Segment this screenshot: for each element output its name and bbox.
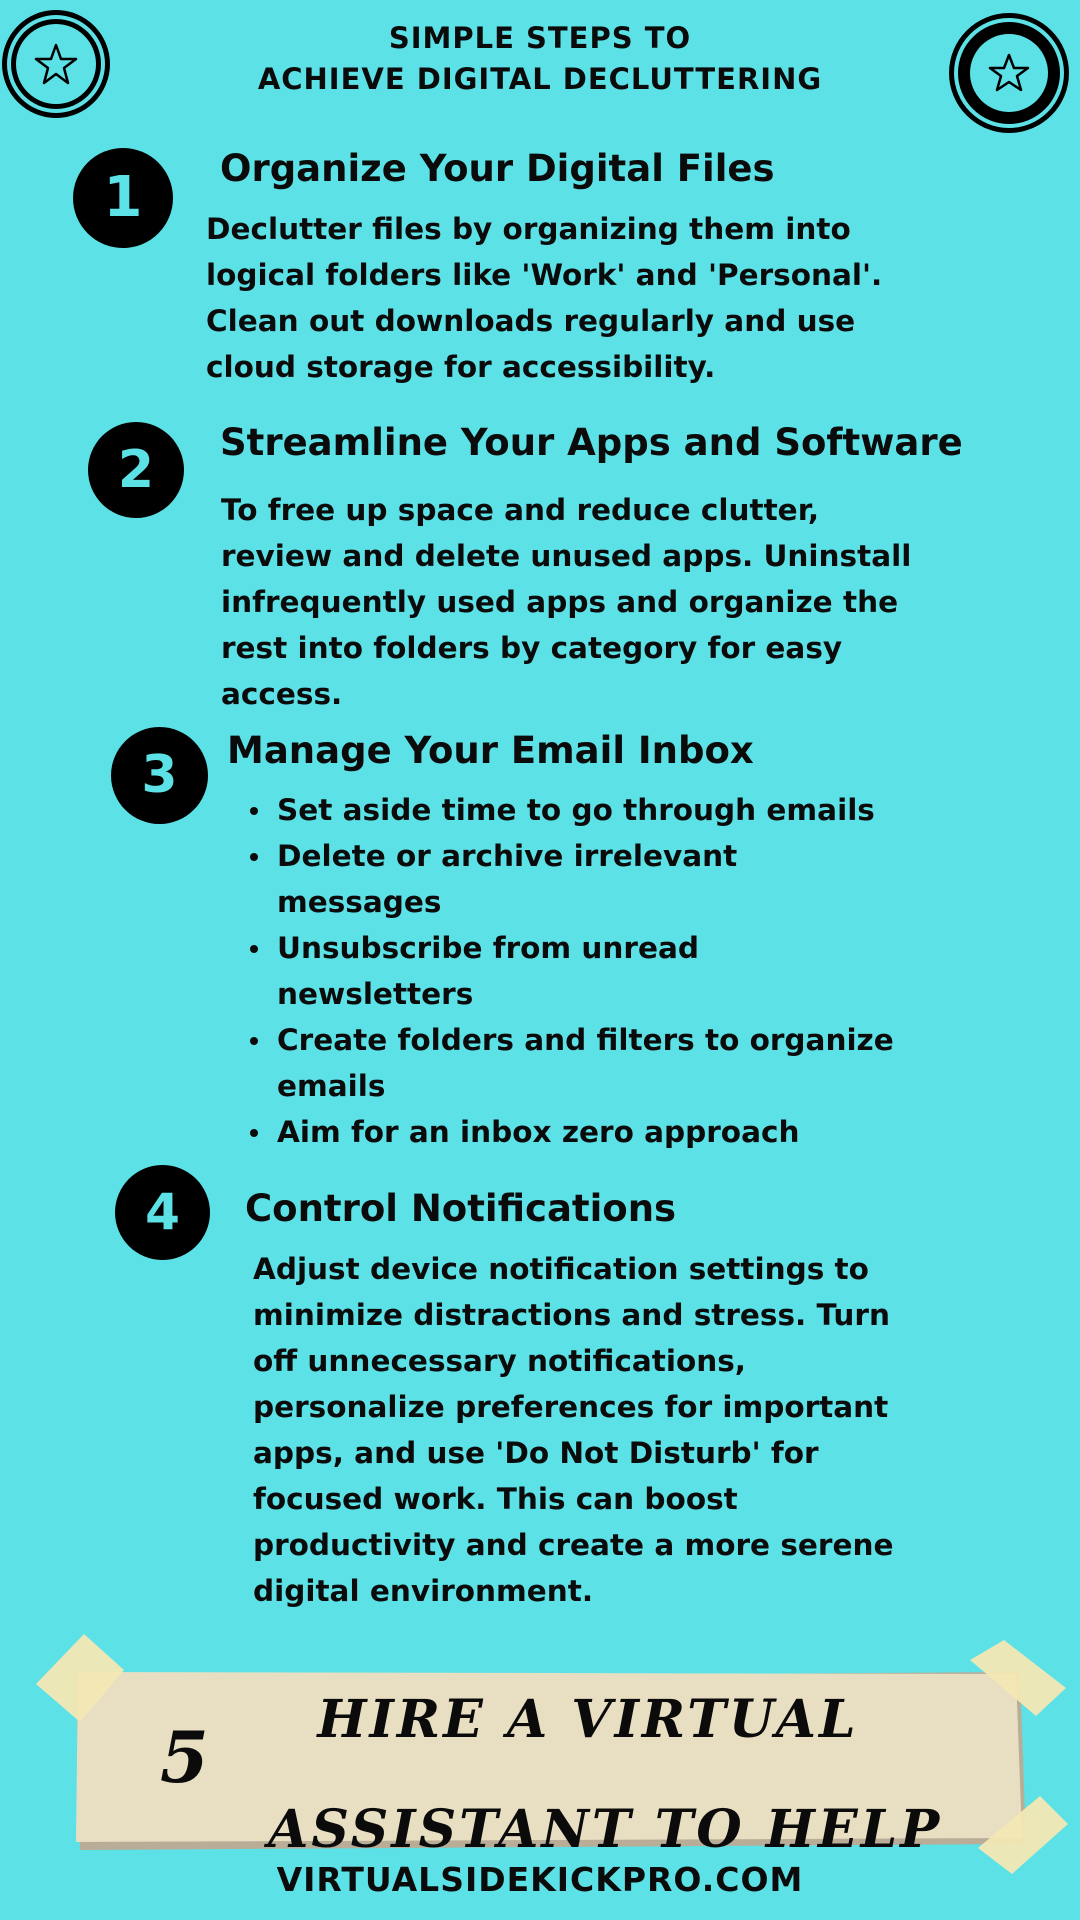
bullet-line: messages — [277, 885, 442, 919]
list-item — [246, 833, 894, 925]
step-1-description — [206, 206, 882, 390]
step-4-line: personalize preferences for important — [253, 1390, 889, 1424]
tape-top-left — [36, 1632, 126, 1724]
bullet-line: Delete or archive irrelevant — [277, 839, 738, 873]
step-4-line: focused work. This can boost — [253, 1482, 738, 1516]
cta-text — [268, 1665, 943, 1885]
step-1-line: Clean out downloads regularly and use — [206, 304, 856, 338]
bullet-line: Aim for an inbox zero approach — [277, 1115, 800, 1149]
step-2-line: To free up space and reduce clutter, — [221, 493, 820, 527]
star-icon — [0, 8, 112, 120]
bullet-line: Create folders and filters to organize — [277, 1023, 894, 1057]
step-2-line: rest into folders by category for easy — [221, 631, 843, 665]
bullet-line: Set aside time to go through emails — [277, 793, 875, 827]
bullet-line: emails — [277, 1069, 386, 1103]
right-star-badge — [948, 12, 1070, 134]
step-4-line: productivity and create a more serene — [253, 1528, 894, 1562]
step-4-line: Adjust device notification settings to — [253, 1252, 869, 1286]
step-2-description — [221, 487, 911, 717]
bullet-line: newsletters — [277, 977, 474, 1011]
step-4-line: digital environment. — [253, 1574, 594, 1608]
step-2-line: review and delete unused apps. Uninstall — [221, 539, 912, 573]
list-item — [246, 787, 894, 833]
step-4-line: minimize distractions and stress. Turn — [253, 1298, 890, 1332]
step-2-line: access. — [221, 677, 343, 711]
step-1-line: logical folders like 'Work' and 'Personal'. — [206, 258, 883, 292]
list-item — [246, 1017, 894, 1109]
tape-top-right — [970, 1640, 1066, 1718]
page-title — [0, 18, 1080, 100]
title-line-2: ACHIEVE DIGITAL DECLUTTERING — [257, 62, 823, 96]
bullet-line: Unsubscribe from unread — [277, 931, 699, 965]
step-1-number: 1 — [73, 148, 173, 248]
step-3-number: 3 — [111, 727, 208, 824]
step-5-number: 5 — [160, 1716, 209, 1799]
step-1-line: Declutter files by organizing them into — [206, 212, 851, 246]
step-4-number: 4 — [115, 1165, 210, 1260]
step-3-bullet-list — [246, 787, 894, 1155]
title-line-1: SIMPLE STEPS TO — [388, 21, 692, 55]
step-2-number: 2 — [88, 422, 184, 518]
star-icon — [948, 12, 1070, 134]
step-4-line: off unnecessary notifications, — [253, 1344, 747, 1378]
website-link[interactable]: VIRTUALSIDEKICKPRO.COM — [276, 1860, 804, 1899]
list-item — [246, 1109, 894, 1155]
step-3-title: Manage Your Email Inbox — [227, 729, 754, 772]
step-4-title: Control Notifications — [245, 1187, 677, 1230]
cta-line-1: HIRE A VIRTUAL — [317, 1689, 859, 1750]
step-4-description — [253, 1246, 893, 1614]
step-2-line: infrequently used apps and organize the — [221, 585, 899, 619]
step-2-title: Streamline Your Apps and Software — [220, 421, 963, 464]
cta-line-2: ASSISTANT TO HELP — [268, 1799, 943, 1860]
left-star-badge — [0, 8, 112, 120]
step-1-title: Organize Your Digital Files — [220, 147, 775, 190]
list-item — [246, 925, 894, 1017]
step-4-line: apps, and use 'Do Not Disturb' for — [253, 1436, 819, 1470]
step-1-line: cloud storage for accessibility. — [206, 350, 716, 384]
